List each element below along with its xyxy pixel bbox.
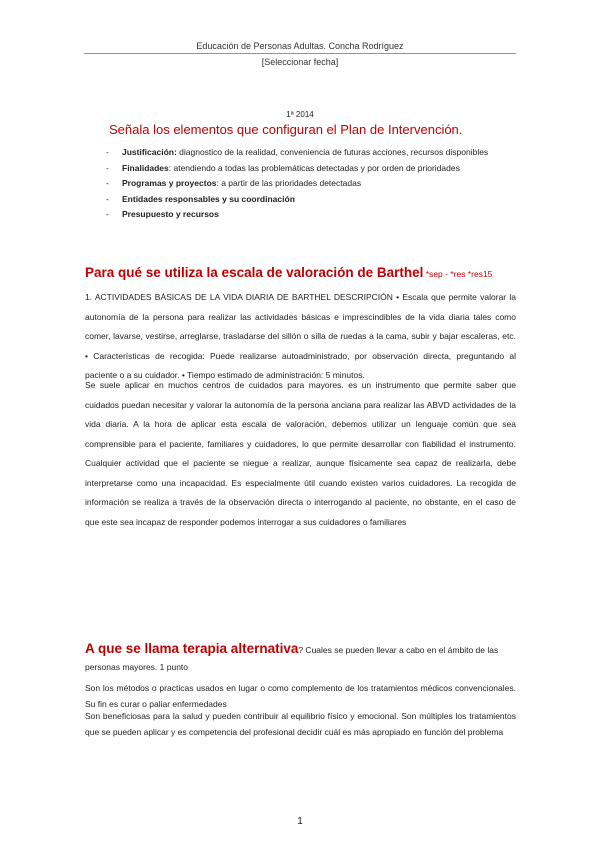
exam-date: 1ª 2014 (286, 110, 314, 119)
list-item: - Presupuesto y recursos (106, 209, 219, 219)
therapy-benefits: Son beneficiosas para la salud y pueden contribuir al equilibrio físico y emocional. Son múltiples los tratamientos que se pueden aplicar y es competencia del profesional decidir cuál es más apropiado en función del problema (85, 711, 516, 737)
barthel-usage: Se suele aplicar en muchos centros de cuidados para mayores. es un instrumento que permite saber que cuidados puedan necesitar y valorar la autonomía de la persona anciana para realizar las ABVD actividades de la vida diaria. A la hora de aplicar esta escala de valoración, debemos utilizar un lenguaje común que sea comprensible para el paciente, familiares y cuidadores, lo que permite desarrollar con fiabilidad el instrumento. Cualquier actividad que el paciente se niegue a realizar, aunque físicamente sea capaz de realizarla, debe interpretarse como una incapacidad. Es especialmente útil cuando existen varios cuidadores. La recogida de información se realiza a través de la observación directa o interrogando al paciente, no obstante, en el caso de que este sea incapaz de responder podemos interrogar a sus cuidadores o familiares (85, 380, 516, 527)
list-item: - Finalidades: atendiendo a todas las problemáticas detectadas y por orden de prioridades (106, 162, 460, 173)
therapy-definition: Son los métodos o practicas usados en lugar o como complemento de los tratamientos médicos convencionales. Su fin es curar o paliar enfermedades (85, 683, 516, 709)
date-placeholder[interactable]: [Seleccionar fecha] (261, 57, 339, 67)
heading-note: *sep - *res *res15 (423, 269, 493, 279)
section3-heading: A que se llama terapia alternativa? Cuales se pueden llevar a cabo en el ámbito de las personas mayores. 1 punto (85, 641, 499, 672)
barthel-description: 1. ACTIVIDADES BÁSICAS DE LA VIDA DIARIA DE BARTHEL DESCRIPCIÓN • Escala que permite valorar la autonomía de la persona para realizar las actividades básicas e imprescindibles de la vida diaria tales como comer, lavarse, vestirse, arreglarse, trasladarse del sillón o silla de ruedas a la cama, subir y bajar escaleras, etc. • Características de recogida: Puede realizarse autoadministrado, por observación directa, preguntando al paciente o a su cuidador. • Tiempo estimado de administración: 5 minutos. (85, 292, 516, 380)
section2-heading: Para qué se utiliza la escala de valoración de Barthel *sep - *res *res15 (85, 265, 493, 280)
plan-elements-list (106, 145, 516, 223)
list-item: - Programas y proyectos: a partir de las prioridades detectadas (106, 178, 362, 188)
section1-heading: Señala los elementos que configuran el Plan de Intervención. (109, 122, 463, 137)
header-rule (84, 53, 516, 54)
list-item: - Entidades responsables y su coordinación (106, 193, 295, 204)
header-title: Educación de Personas Adultas. Concha Rodríguez (196, 41, 404, 51)
list-item: - Justificación: diagnostico de la realidad, conveniencia de futuras acciones, recursos disponibles (106, 147, 489, 157)
page-number: 1 (297, 816, 303, 827)
